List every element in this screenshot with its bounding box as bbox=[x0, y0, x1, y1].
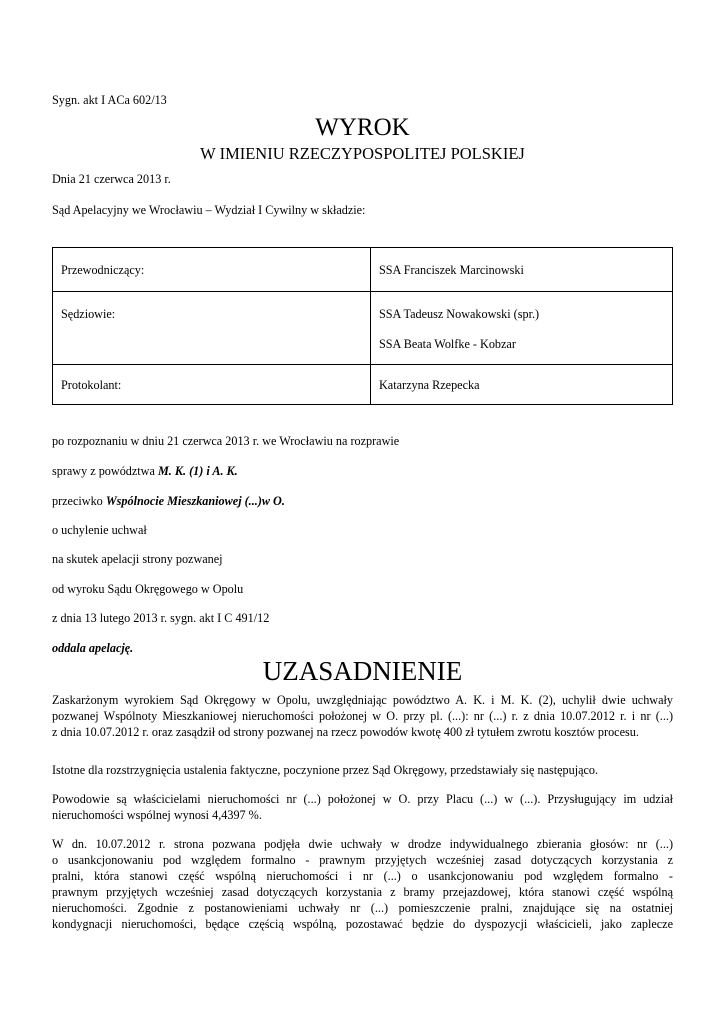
judgment-title: WYROK bbox=[315, 114, 410, 141]
text-line: W dn. 10.07.2012 r. strona pozwana podjęła dwie uchwały w drodze indywidualnego zbierania głosów: nr (...) bbox=[52, 837, 673, 851]
justification-heading: UZASADNIENIE bbox=[262, 656, 463, 686]
defendant-prefix: przeciwko bbox=[52, 494, 106, 508]
text-line: pralni, która stanowi część wspólną nieruchomości i nr (...) o usankcjonowaniu pod względem formalno - bbox=[52, 869, 673, 883]
judgment-subtitle: W IMIENIU RZECZYPOSPOLITEJ POLSKIEJ bbox=[200, 144, 525, 163]
text-line: Powodowie są właścicielami nieruchomości nr (...) położonej w O. przy Placu (...) w (...). Przysługujący im udział bbox=[52, 792, 673, 806]
plaintiffs-names: M. K. (1) i A. K. bbox=[157, 464, 238, 478]
sentence-line-4: o uchylenie uchwał bbox=[52, 523, 147, 537]
court-composition: Sąd Apelacyjny we Wrocławiu – Wydział I Cywilny w składzie: bbox=[52, 203, 366, 217]
sentence-line-7: z dnia 13 lutego 2013 r. sygn. akt I C 491/12 bbox=[52, 611, 270, 625]
text-line: z dnia 10.07.2012 r. oraz zasądził od strony pozwanej na rzecz powodów kwotę 400 zł tytułem zwrotu kosztów procesu. bbox=[52, 725, 639, 739]
chair-name: SSA Franciszek Marcinowski bbox=[379, 263, 524, 277]
judge-2-name: SSA Beata Wolfke - Kobzar bbox=[379, 337, 516, 351]
judge-1-name: SSA Tadeusz Nowakowski (spr.) bbox=[379, 307, 540, 321]
text-line: kondygnacji nieruchomości, będące częścią wspólną, pozostawać będzie do dyspozycji właścicieli, jako zaplecze bbox=[52, 917, 673, 931]
text-line: nieruchomości wspólnej wynosi 4,4397 %. bbox=[52, 808, 262, 822]
sentence-line-3 bbox=[52, 493, 285, 509]
text-line: pozwanej Wspólnoty Mieszkaniowej nieruchomości położonej w O. przy pl. (...): nr (...) r. z dnia 10.07.2012 r. i nr (...) bbox=[52, 709, 673, 723]
panel-row-judges bbox=[53, 292, 673, 365]
panel-row-clerk bbox=[53, 365, 673, 405]
plaintiffs-prefix: sprawy z powództwa bbox=[52, 464, 158, 478]
text-line: prawnym przyjętych wcześniej zasad dotyczących korzystania z bramy przejazdowej, która stanowi część wspólną bbox=[52, 885, 673, 899]
judgment-date: Dnia 21 czerwca 2013 r. bbox=[52, 172, 171, 186]
clerk-name: Katarzyna Rzepecka bbox=[379, 378, 480, 392]
text-line: nieruchomości. Zgodnie z postanowieniami uchwały nr (...) pomieszczenie pralni, znajdujące się na ostatniej bbox=[52, 901, 673, 915]
panel-table bbox=[52, 247, 673, 405]
verdict: oddala apelację. bbox=[52, 641, 134, 655]
justification-paragraph-2: Istotne dla rozstrzygnięcia ustalenia faktyczne, poczynione przez Sąd Okręgowy, przedstawiały się następująco. bbox=[52, 763, 599, 777]
case-reference: Sygn. akt I ACa 602/13 bbox=[52, 93, 167, 107]
justification-paragraph-1 bbox=[52, 692, 673, 740]
text-line: o usankcjonowaniu pod względem formalno - prawnym przyjętych wcześniej zasad dotyczących korzystania z bbox=[52, 853, 673, 867]
sentence-line-6: od wyroku Sądu Okręgowego w Opolu bbox=[52, 582, 244, 596]
sentence-line-5: na skutek apelacji strony pozwanej bbox=[52, 552, 223, 566]
sentence-line-1: po rozpoznaniu w dniu 21 czerwca 2013 r. we Wrocławiu na rozprawie bbox=[52, 434, 400, 448]
justification-paragraph-4 bbox=[52, 836, 673, 932]
sentence-line-2 bbox=[52, 463, 238, 479]
chair-label: Przewodniczący: bbox=[61, 263, 145, 277]
panel-row-chair bbox=[53, 248, 673, 292]
defendant-name: Wspólnocie Mieszkaniowej (...)w O. bbox=[105, 494, 285, 508]
text-line: Zaskarżonym wyrokiem Sąd Okręgowy w Opolu, uwzględniając powództwo A. K. i M. K. (2), uchylił dwie uchwały bbox=[52, 693, 673, 707]
justification-paragraph-3 bbox=[52, 791, 673, 823]
clerk-label: Protokolant: bbox=[61, 378, 122, 392]
judges-label: Sędziowie: bbox=[61, 307, 116, 321]
